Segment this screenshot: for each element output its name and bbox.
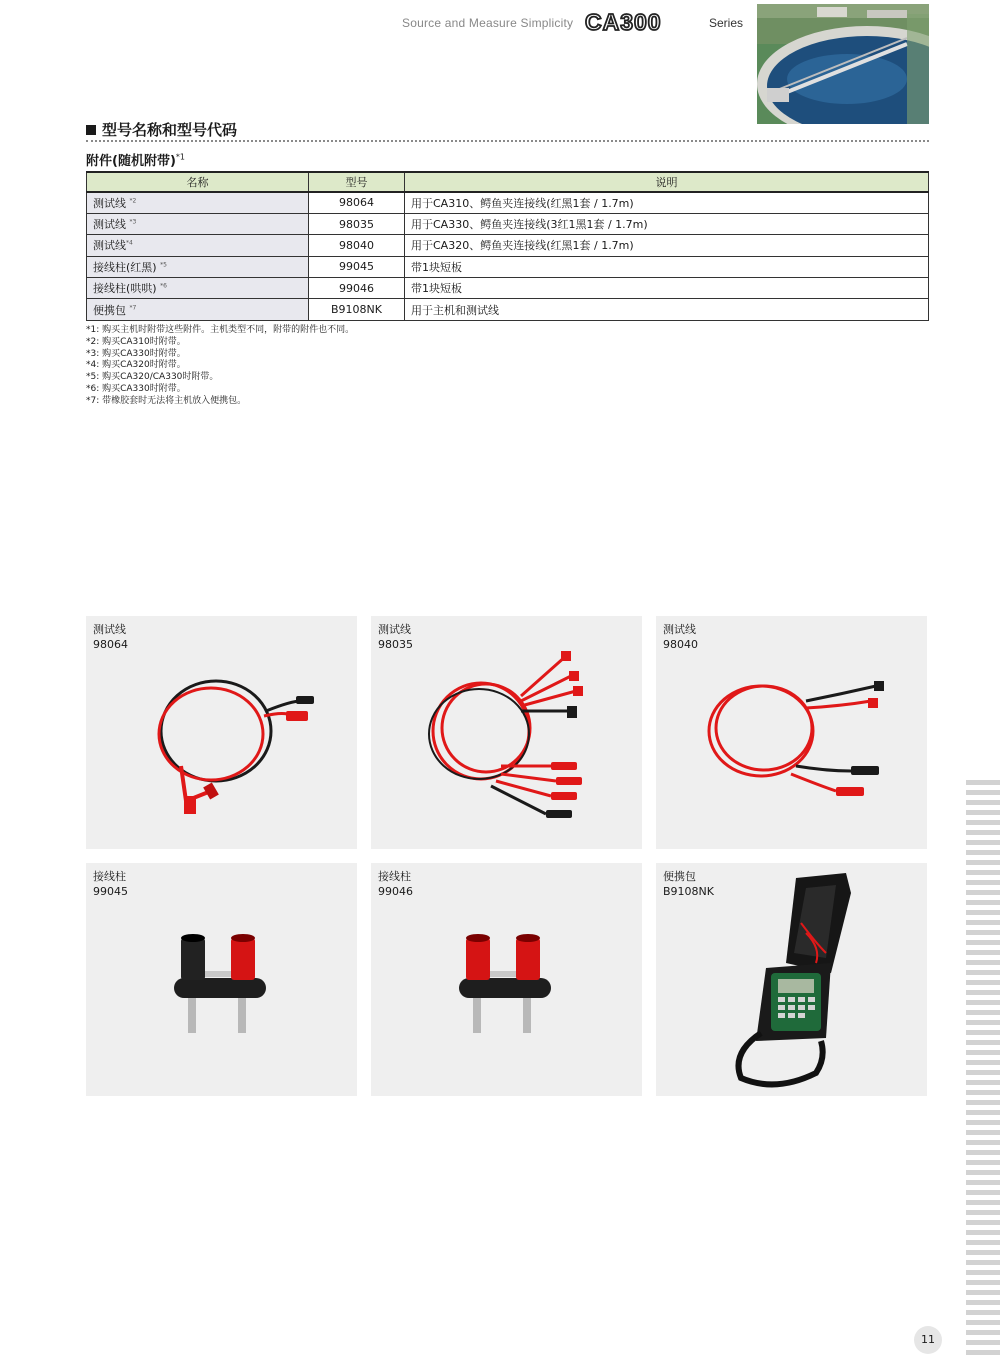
dotted-divider xyxy=(86,140,929,142)
cell-description: 用于主机和测试线 xyxy=(405,299,929,320)
section-title xyxy=(86,119,237,140)
column-header-model: 型号 xyxy=(309,172,405,192)
product-model: 98040 xyxy=(663,638,698,651)
cell-description: 用于CA310、鳄鱼夹连接线(红黑1套 / 1.7m) xyxy=(405,192,929,213)
name-text: 接线柱(哄哄) xyxy=(93,282,157,296)
footnotes xyxy=(86,325,354,408)
cell-name xyxy=(87,299,309,320)
footnote-ref: *6 xyxy=(160,282,167,290)
product-card-99045 xyxy=(86,863,357,1096)
name-text: 测试线 xyxy=(93,196,126,210)
section-title-text: 型号名称和型号代码 xyxy=(102,121,238,139)
product-name: 便携包 xyxy=(663,870,696,883)
footnote: *3: 购买CA330时附带。 xyxy=(86,348,186,359)
product-model: 99046 xyxy=(378,885,413,898)
product-name: 接线柱 xyxy=(378,870,411,883)
footnote-ref: *7 xyxy=(129,303,137,311)
accessories-subtitle xyxy=(86,150,185,169)
cell-model: 98040 xyxy=(309,235,405,256)
footnote: *4: 购买CA320时附带。 xyxy=(86,360,186,371)
product-card-98035 xyxy=(371,616,642,849)
product-name: 测试线 xyxy=(663,623,696,636)
footnote-ref: *2 xyxy=(129,197,137,205)
cell-name xyxy=(87,235,309,256)
subtitle-note: *1 xyxy=(175,152,185,162)
cell-name xyxy=(87,213,309,234)
product-card-99046 xyxy=(371,863,642,1096)
column-header-name: 名称 xyxy=(87,172,309,192)
footnote-ref: *3 xyxy=(129,218,137,226)
product-label xyxy=(93,869,128,899)
accessories-table xyxy=(86,171,929,321)
table-row xyxy=(87,256,929,277)
product-label xyxy=(93,622,128,652)
table-row xyxy=(87,192,929,213)
name-text: 便携包 xyxy=(93,303,126,317)
cell-description: 用于CA320、鳄鱼夹连接线(红黑1套 / 1.7m) xyxy=(405,235,929,256)
product-card-98064 xyxy=(86,616,357,849)
product-name: 测试线 xyxy=(378,623,411,636)
page-number: 11 xyxy=(914,1326,942,1354)
product-model: 98064 xyxy=(93,638,128,651)
name-text: 测试线 xyxy=(93,239,126,253)
product-label xyxy=(378,869,413,899)
brand-logo: CA300 xyxy=(585,9,662,35)
cell-model: B9108NK xyxy=(309,299,405,320)
product-card-b9108nk xyxy=(656,863,927,1096)
cell-model: 98035 xyxy=(309,213,405,234)
product-model: B9108NK xyxy=(663,885,714,898)
cell-model: 99046 xyxy=(309,278,405,299)
footnote: *6: 购买CA330时附带。 xyxy=(86,383,186,394)
footnote: *2: 购买CA310时附带。 xyxy=(86,336,186,347)
square-bullet-icon xyxy=(86,125,96,135)
decorative-stripes xyxy=(966,780,1000,1357)
cell-name xyxy=(87,256,309,277)
product-name: 接线柱 xyxy=(93,870,126,883)
product-model: 99045 xyxy=(93,885,128,898)
cell-description: 带1块短板 xyxy=(405,278,929,299)
product-name: 测试线 xyxy=(93,623,126,636)
column-header-description: 说明 xyxy=(405,172,929,192)
header-tagline: Source and Measure Simplicity xyxy=(402,16,574,30)
subtitle-text: 附件(随机附带) xyxy=(86,154,176,169)
product-model: 98035 xyxy=(378,638,413,651)
product-label xyxy=(378,622,413,652)
table-row xyxy=(87,213,929,234)
cell-name xyxy=(87,192,309,213)
cell-description: 用于CA330、鳄鱼夹连接线(3红1黑1套 / 1.7m) xyxy=(405,213,929,234)
footnote: *5: 购买CA320/CA330时附带。 xyxy=(86,372,219,383)
cell-model: 99045 xyxy=(309,256,405,277)
footnote: *7: 带橡胶套时无法将主机放入便携包。 xyxy=(86,395,247,406)
series-label: Series xyxy=(709,16,744,30)
table-header-row xyxy=(87,172,929,192)
header-photo xyxy=(757,4,929,124)
cell-description: 带1块短板 xyxy=(405,256,929,277)
cell-name xyxy=(87,278,309,299)
footnote-ref: *4 xyxy=(126,239,133,247)
product-label xyxy=(663,622,698,652)
name-text: 测试线 xyxy=(93,218,126,232)
name-text: 接线柱(红黑) xyxy=(93,260,157,274)
product-card-98040 xyxy=(656,616,927,849)
footnote: *1: 购买主机时附带这些附件。主机类型不同，附带的附件也不同。 xyxy=(86,325,355,335)
footnote-ref: *5 xyxy=(160,261,167,269)
table-row xyxy=(87,299,929,320)
table-row xyxy=(87,235,929,256)
cell-model: 98064 xyxy=(309,192,405,213)
table-row xyxy=(87,278,929,299)
product-label xyxy=(663,869,714,899)
